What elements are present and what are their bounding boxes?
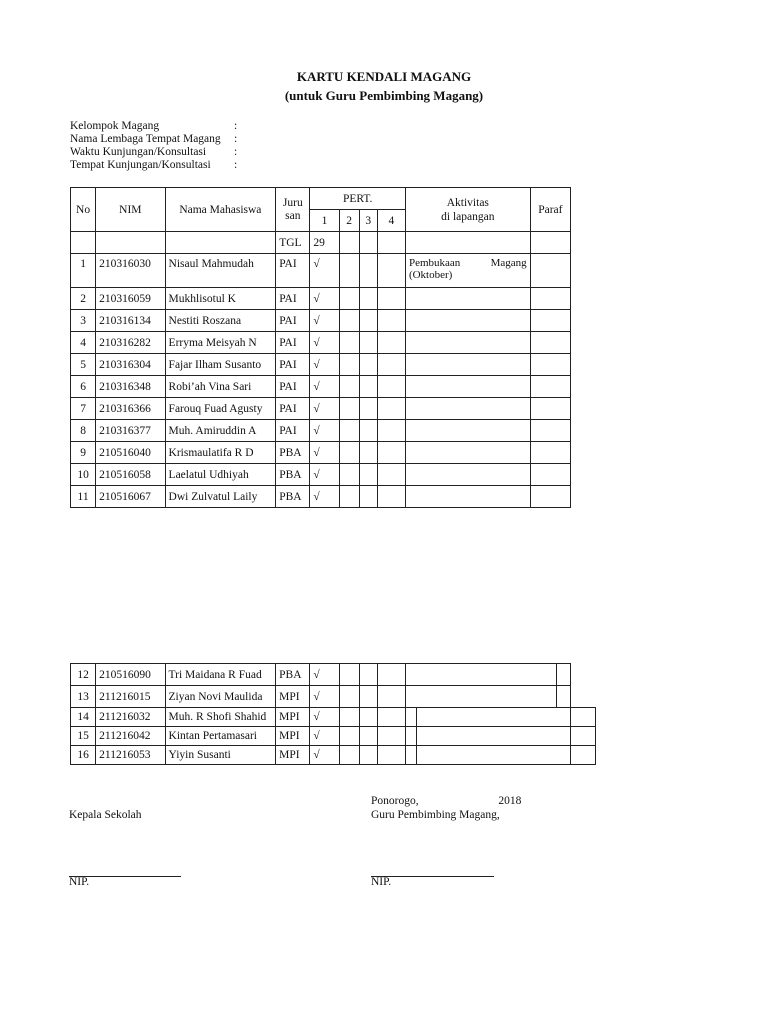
field-separator: : [234,133,238,145]
header-pert-3: 3 [359,210,377,232]
row-pert-3 [359,708,377,727]
row-nim: 210516040 [96,442,165,464]
row-nim: 211216015 [96,686,165,708]
tgl-cell-empty [71,232,96,254]
row-paraf [570,746,595,765]
header-nama: Nama Mahasiswa [165,188,276,232]
row-aktivitas [405,254,530,288]
row-paraf [530,486,570,508]
row-paraf [530,376,570,398]
row-jurusan: PAI [276,288,310,310]
tgl-aktivitas [405,232,530,254]
row-pert-1: √ [310,332,339,354]
row-nim: 210316282 [96,332,165,354]
right-nip: NIP. [371,876,392,888]
row-pert-3 [359,310,377,332]
tgl-row [71,232,571,254]
row-no: 6 [71,376,96,398]
row-nim: 210516090 [96,664,165,686]
row-pert-1: √ [310,398,339,420]
row-pert-1: √ [310,664,339,686]
row-pert-3 [359,464,377,486]
row-pert-3 [359,727,377,746]
row-nama: Laelatul Udhiyah [165,464,276,486]
row-pert-2 [339,288,359,310]
row-nama: Kintan Pertamasari [165,727,276,746]
document-subtitle: (untuk Guru Pembimbing Magang) [284,88,484,103]
table-row [71,746,596,765]
row-pert-2 [339,398,359,420]
row-pert-2 [339,486,359,508]
tgl-paraf [530,232,570,254]
row-aktivitas [416,746,570,765]
row-no: 8 [71,420,96,442]
row-extra [405,708,416,727]
row-paraf [530,442,570,464]
row-pert-3 [359,354,377,376]
row-nim: 210316304 [96,354,165,376]
row-pert-4 [377,686,405,708]
row-nama: Ziyan Novi Maulida [165,686,276,708]
row-pert-2 [339,420,359,442]
row-jurusan: PBA [276,486,310,508]
row-pert-2 [339,686,359,708]
row-jurusan: PBA [276,464,310,486]
header-jurusan-line2: san [285,209,301,222]
row-pert-2 [339,746,359,765]
row-paraf [556,664,570,686]
row-paraf [530,310,570,332]
right-signature-title: Guru Pembimbing Magang, [371,809,500,821]
row-aktivitas [405,310,530,332]
field-label-tempat: Tempat Kunjungan/Konsultasi [70,159,211,171]
row-pert-2 [339,708,359,727]
left-nip: NIP. [69,876,90,888]
table-row [71,442,571,464]
row-no: 16 [71,746,96,765]
row-nama: Mukhlisotul K [165,288,276,310]
row-paraf [556,686,570,708]
blank-cell [570,664,595,686]
row-paraf [570,708,595,727]
row-pert-4 [377,354,405,376]
row-jurusan: MPI [276,746,310,765]
field-label-waktu: Waktu Kunjungan/Konsultasi [70,146,207,158]
row-jurusan: MPI [276,686,310,708]
row-jurusan: PAI [276,310,310,332]
signature-place: Ponorogo, [371,795,419,807]
aktivitas-line2: (Oktober) [408,269,453,281]
table-row [71,708,596,727]
aktivitas-left-word: Pembukaan [408,257,461,269]
row-pert-3 [359,746,377,765]
row-paraf [530,254,570,288]
tgl-pert-3 [359,232,377,254]
row-pert-3 [359,664,377,686]
table-row [71,332,571,354]
tgl-label: TGL [276,232,310,254]
row-pert-1: √ [310,376,339,398]
row-pert-4 [377,288,405,310]
row-nama: Muh. Amiruddin A [165,420,276,442]
row-pert-1: √ [310,708,339,727]
row-no: 11 [71,486,96,508]
row-paraf [530,354,570,376]
row-no: 4 [71,332,96,354]
row-pert-3 [359,288,377,310]
row-no: 13 [71,686,96,708]
row-pert-1: √ [310,420,339,442]
row-pert-2 [339,376,359,398]
row-no: 14 [71,708,96,727]
row-nama: Erryma Meisyah N [165,332,276,354]
row-jurusan: PBA [276,442,310,464]
row-pert-4 [377,420,405,442]
row-no: 1 [71,254,96,288]
row-pert-4 [377,746,405,765]
row-jurusan: MPI [276,727,310,746]
row-pert-3 [359,254,377,288]
row-pert-4 [377,254,405,288]
row-nama: Fajar Ilham Susanto [165,354,276,376]
row-paraf [530,332,570,354]
row-pert-3 [359,332,377,354]
row-no: 2 [71,288,96,310]
table-row [71,727,596,746]
row-nama: Krismaulatifa R D [165,442,276,464]
signature-place-date [371,795,521,808]
row-pert-1: √ [310,310,339,332]
control-table-continued [70,663,596,765]
row-paraf [530,288,570,310]
row-pert-3 [359,486,377,508]
header-pert-2: 2 [339,210,359,232]
row-aktivitas [405,442,530,464]
row-jurusan: PAI [276,398,310,420]
row-pert-4 [377,442,405,464]
row-nim: 210316134 [96,310,165,332]
table-row [71,398,571,420]
row-pert-2 [339,464,359,486]
row-extra [405,746,416,765]
row-pert-4 [377,727,405,746]
row-nim: 211216032 [96,708,165,727]
field-label-lembaga: Nama Lembaga Tempat Magang [70,133,221,145]
row-aktivitas [405,664,556,686]
row-nim: 210316348 [96,376,165,398]
field-label-kelompok: Kelompok Magang [70,120,160,132]
row-pert-2 [339,254,359,288]
row-no: 12 [71,664,96,686]
table-row [71,464,571,486]
row-pert-1: √ [310,442,339,464]
table-row [71,686,596,708]
row-paraf [530,398,570,420]
header-jurusan-line1: Juru [282,196,303,209]
row-nim: 211216053 [96,746,165,765]
header-pert: PERT. [310,188,406,210]
aktivitas-line1 [409,257,527,269]
row-jurusan: PAI [276,420,310,442]
row-pert-1: √ [310,254,339,288]
row-aktivitas [405,398,530,420]
document-title: KARTU KENDALI MAGANG [296,69,472,84]
row-pert-4 [377,708,405,727]
row-pert-4 [377,310,405,332]
row-paraf [530,464,570,486]
row-no: 3 [71,310,96,332]
tgl-pert-2 [339,232,359,254]
info-field-labels [70,120,221,172]
header-pert-4: 4 [377,210,405,232]
row-paraf [530,420,570,442]
row-nama: Dwi Zulvatul Laily [165,486,276,508]
row-no: 10 [71,464,96,486]
field-separator: : [234,120,238,132]
header-paraf: Paraf [530,188,570,232]
table-row [71,664,596,686]
left-signature-title: Kepala Sekolah [69,809,142,821]
table-row [71,288,571,310]
row-aktivitas [405,288,530,310]
row-pert-4 [377,464,405,486]
row-pert-2 [339,442,359,464]
row-aktivitas [405,332,530,354]
row-aktivitas [405,354,530,376]
row-nim: 210316030 [96,254,165,288]
row-paraf [570,727,595,746]
row-jurusan: PAI [276,376,310,398]
table-row [71,376,571,398]
row-nama: Muh. R Shofi Shahid [165,708,276,727]
row-jurusan: PAI [276,254,310,288]
row-pert-4 [377,376,405,398]
row-jurusan: PBA [276,664,310,686]
row-nama: Robi’ah Vina Sari [165,376,276,398]
row-pert-3 [359,376,377,398]
row-aktivitas [405,420,530,442]
row-nim: 210516067 [96,486,165,508]
row-aktivitas [405,686,556,708]
row-pert-4 [377,398,405,420]
row-extra [405,727,416,746]
row-nama: Tri Maidana R Fuad [165,664,276,686]
row-aktivitas [405,486,530,508]
table-row [71,354,571,376]
row-aktivitas [416,727,570,746]
field-separator: : [234,146,238,158]
table-row [71,420,571,442]
header-aktivitas-line2: di lapangan [441,210,495,223]
row-nama: Farouq Fuad Agusty [165,398,276,420]
row-pert-2 [339,332,359,354]
row-jurusan: MPI [276,708,310,727]
row-nama: Nisaul Mahmudah [165,254,276,288]
row-pert-2 [339,727,359,746]
row-pert-1: √ [310,486,339,508]
row-pert-2 [339,310,359,332]
row-no: 7 [71,398,96,420]
tgl-pert-4 [377,232,405,254]
row-nim: 210316059 [96,288,165,310]
row-pert-1: √ [310,354,339,376]
tgl-cell-empty [165,232,276,254]
header-no: No [71,188,96,232]
row-pert-1: √ [310,686,339,708]
header-nim: NIM [96,188,165,232]
row-no: 9 [71,442,96,464]
row-nama: Yiyin Susanti [165,746,276,765]
row-nim: 210316366 [96,398,165,420]
tgl-cell-empty [96,232,165,254]
table-row [71,310,571,332]
row-no: 5 [71,354,96,376]
row-aktivitas [405,464,530,486]
row-nim: 211216042 [96,727,165,746]
row-pert-4 [377,332,405,354]
row-pert-3 [359,442,377,464]
row-pert-2 [339,664,359,686]
header-pert-1: 1 [310,210,339,232]
row-pert-3 [359,420,377,442]
blank-cell [570,686,595,708]
row-pert-3 [359,398,377,420]
row-pert-4 [377,664,405,686]
header-aktivitas [405,188,530,232]
info-field-separators [234,120,237,172]
row-nim: 210316377 [96,420,165,442]
row-aktivitas [405,376,530,398]
row-aktivitas [416,708,570,727]
row-pert-1: √ [310,727,339,746]
row-no: 15 [71,727,96,746]
control-table [70,187,571,508]
tgl-pert-1: 29 [310,232,339,254]
row-nama: Nestiti Roszana [165,310,276,332]
row-jurusan: PAI [276,354,310,376]
aktivitas-right-word: Magang [490,257,527,269]
table-row [71,254,571,288]
row-jurusan: PAI [276,332,310,354]
signature-year: 2018 [498,795,522,807]
row-pert-1: √ [310,746,339,765]
row-pert-2 [339,354,359,376]
row-pert-4 [377,486,405,508]
row-nim: 210516058 [96,464,165,486]
header-jurusan [276,188,310,232]
table-row [71,486,571,508]
row-pert-1: √ [310,464,339,486]
field-separator: : [234,159,238,171]
header-aktivitas-line1: Aktivitas [446,196,489,209]
row-pert-1: √ [310,288,339,310]
row-pert-3 [359,686,377,708]
